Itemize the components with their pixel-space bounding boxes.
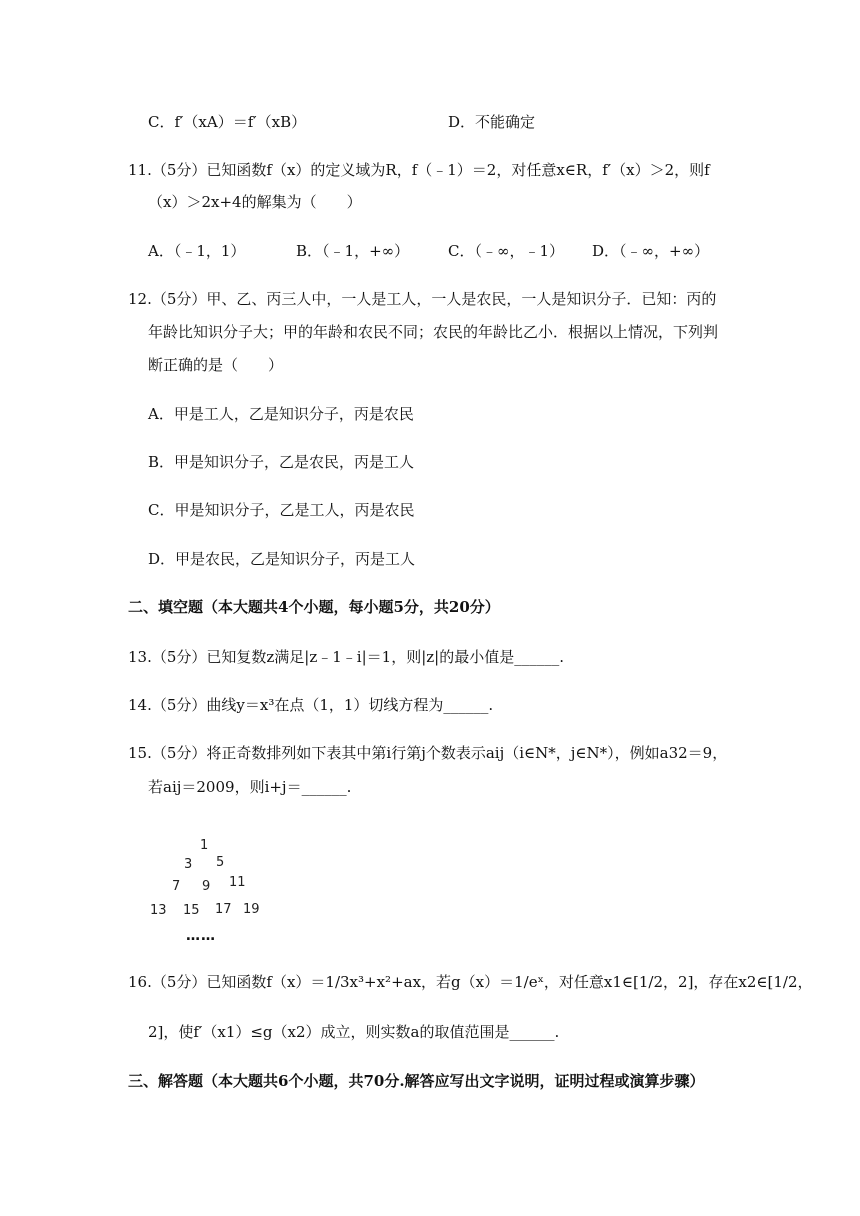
q11-option-d: D．（﹣∞，+∞） bbox=[592, 242, 710, 260]
q16-stem-line2: 2]，使f′（x1）≤g（x2）成立，则实数a的取值范围是______. bbox=[148, 1023, 560, 1041]
triangle-number: 7 bbox=[172, 879, 181, 894]
triangle-number: 3 bbox=[184, 857, 193, 872]
q11-stem-line2: （x）＞2x+4的解集为（ ） bbox=[148, 193, 362, 211]
q14-stem: 14.（5分）曲线y＝x³在点（1，1）切线方程为______. bbox=[128, 696, 494, 714]
triangle-number: 19 bbox=[243, 902, 260, 917]
triangle-number: 13 bbox=[150, 903, 167, 918]
q12-option-d: D．甲是农民，乙是知识分子，丙是工人 bbox=[148, 550, 416, 568]
q11-stem-line1: 11.（5分）已知函数f（x）的定义域为R，f（﹣1）＝2，对任意x∈R，f′（x）＞2，则f bbox=[128, 161, 710, 179]
triangle-ellipsis: …… bbox=[186, 928, 216, 944]
q16-stem-line1: 16.（5分）已知函数f（x）＝1/3x³+x²+ax，若g（x）＝1/eˣ，对任意x1∈[1/2，2]，存在x2∈[1/2， bbox=[128, 973, 813, 991]
q11-option-a: A．（﹣1，1） bbox=[148, 242, 246, 260]
section-heading-fill-in: 二、填空题（本大题共4个小题，每小题5分，共20分） bbox=[128, 598, 500, 616]
q11-option-b: B．（﹣1，+∞） bbox=[296, 242, 410, 260]
q12-option-c: C．甲是知识分子，乙是工人，丙是农民 bbox=[148, 501, 415, 519]
triangle-number: 15 bbox=[183, 903, 200, 918]
triangle-number: 1 bbox=[200, 838, 209, 853]
q12-option-a: A．甲是工人，乙是知识分子，丙是农民 bbox=[148, 405, 414, 423]
q10-option-c: C．f′（xA）＝f′（xB） bbox=[148, 113, 307, 131]
q12-stem-line2: 年龄比知识分子大；甲的年龄和农民不同；农民的年龄比乙小．根据以上情况，下列判 bbox=[148, 323, 719, 341]
q13-stem: 13.（5分）已知复数z满足|z﹣1﹣i|＝1，则|z|的最小值是______. bbox=[128, 648, 564, 666]
triangle-number: 17 bbox=[215, 902, 232, 917]
q11-option-c: C．（﹣∞，﹣1） bbox=[448, 242, 565, 260]
section-heading-solutions: 三、解答题（本大题共6个小题，共70分.解答应写出文字说明，证明过程或演算步骤） bbox=[128, 1072, 705, 1090]
q15-stem-line1: 15.（5分）将正奇数排列如下表其中第i行第j个数表示aij（i∈N*，j∈N*），例如a32＝9， bbox=[128, 744, 728, 762]
q15-stem-line2: 若aij＝2009，则i+j＝______. bbox=[148, 778, 352, 796]
triangle-number: 11 bbox=[229, 875, 246, 890]
q10-option-d: D．不能确定 bbox=[448, 113, 536, 131]
triangle-number: 5 bbox=[216, 855, 225, 870]
triangle-number: 9 bbox=[202, 879, 211, 894]
q12-stem-line3: 断正确的是（ ） bbox=[148, 356, 284, 374]
q12-option-b: B．甲是知识分子，乙是农民，丙是工人 bbox=[148, 453, 415, 471]
q12-stem-line1: 12.（5分）甲、乙、丙三人中，一人是工人，一人是农民，一人是知识分子．已知：丙的 bbox=[128, 290, 717, 308]
